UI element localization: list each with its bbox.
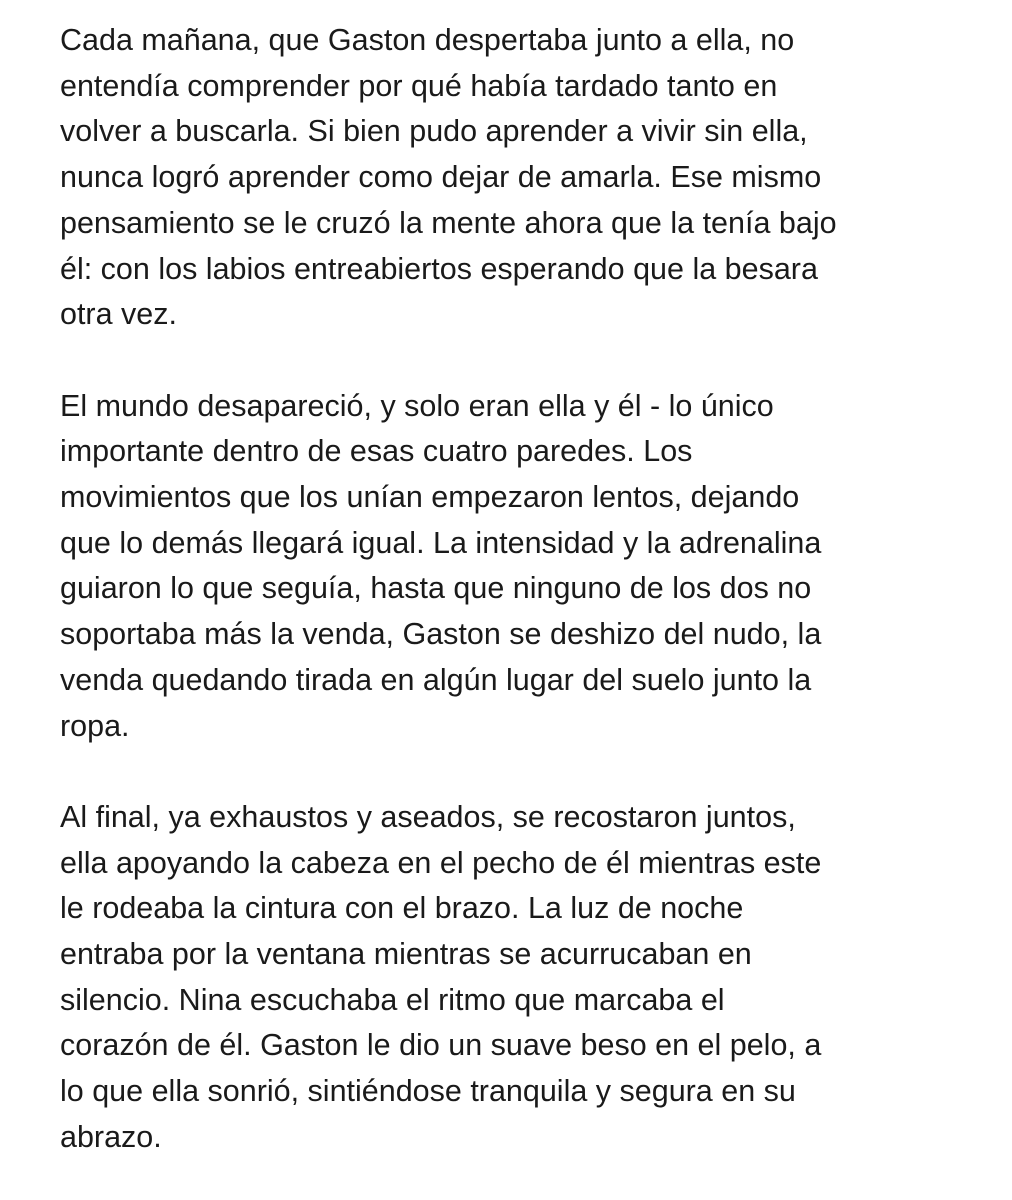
text-line: entraba por la ventana mientras se acurrucaban en [60,937,752,972]
text-line: Al final, ya exhaustos y aseados, se recostaron juntos, [60,799,796,834]
text-line: lo que ella sonrió, sintiéndose tranquila y segura en su [60,1074,796,1109]
paragraph-spacer [60,749,960,795]
text-line: él: con los labios entreabiertos esperando que la besara [60,251,818,286]
text-line: ella apoyando la cabeza en el pecho de él mientras este [60,845,822,880]
text-line: otra vez. [60,297,177,332]
paragraph-1 [60,18,960,338]
paragraph-2 [60,384,960,750]
paragraph-3 [60,795,960,1161]
text-line: Cada mañana, que Gaston despertaba junto a ella, no [60,23,795,57]
text-line: silencio. Nina escuchaba el ritmo que marcaba el [60,982,725,1017]
text-line: nunca logró aprender como dejar de amarla. Ese mismo [60,160,822,195]
text-line: pensamiento se le cruzó la mente ahora que la tenía bajo [60,205,837,240]
text-line: venda quedando tirada en algún lugar del suelo junto la [60,662,812,697]
text-line: ropa. [60,708,130,743]
text-line: soportaba más la venda, Gaston se deshizo del nudo, la [60,617,822,652]
text-line: entendía comprender por qué había tardado tanto en [60,68,778,103]
text-line: guiaron lo que seguía, hasta que ninguno de los dos no [60,571,812,606]
text-line: El mundo desapareció, y solo eran ella y él - lo único [60,388,774,423]
text-line: importante dentro de esas cuatro paredes. Los [60,434,693,469]
text-line: movimientos que los unían empezaron lentos, dejando [60,480,800,515]
paragraph-spacer [60,338,960,384]
text-line: abrazo. [60,1119,162,1154]
document-body [60,18,960,1161]
text-line: que lo demás llegará igual. La intensidad y la adrenalina [60,525,822,560]
text-line: volver a buscarla. Si bien pudo aprender a vivir sin ella, [60,114,808,149]
text-line: corazón de él. Gaston le dio un suave beso en el pelo, a [60,1028,822,1063]
text-line: le rodeaba la cintura con el brazo. La luz de noche [60,891,744,926]
